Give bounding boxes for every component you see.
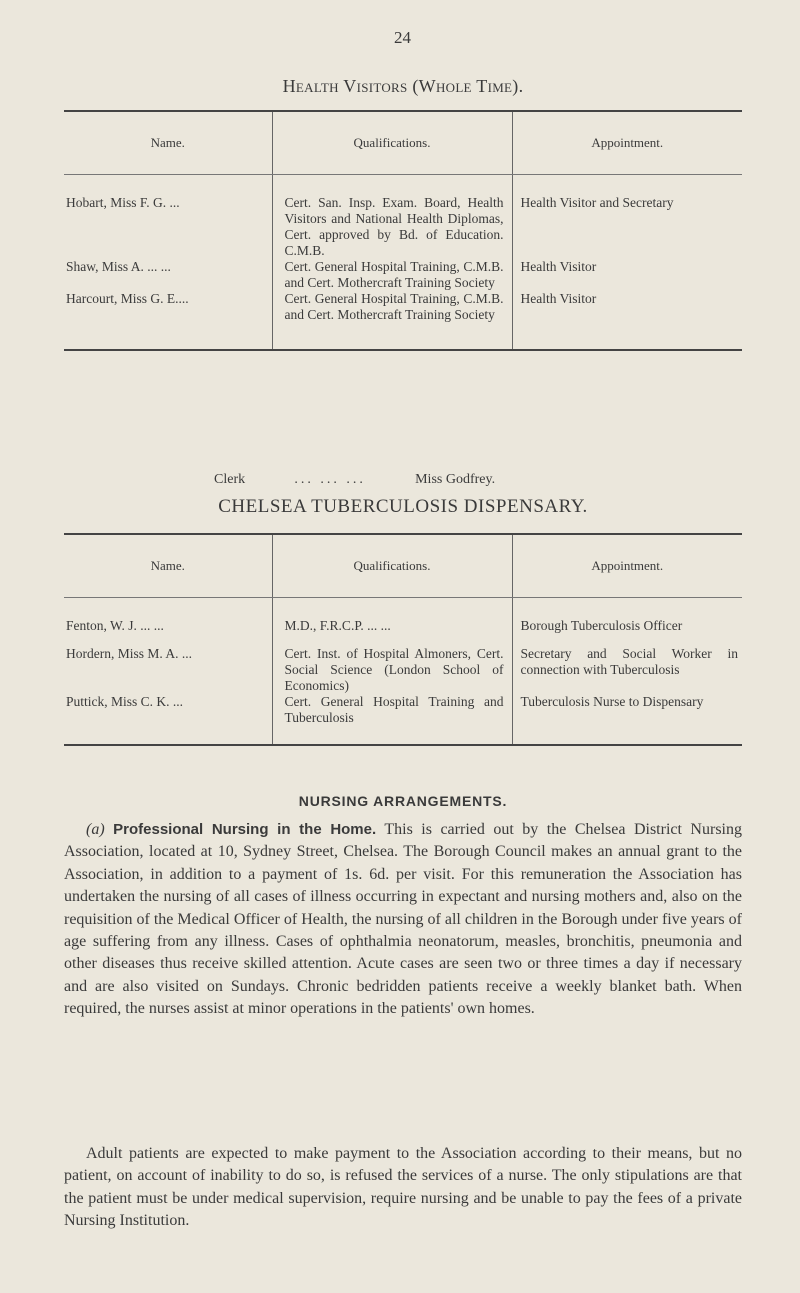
paragraph-adult-patients: Adult patients are expected to make payment to the Association according to their means, but no patient, on account of inability to do so, is refused the services of a nurse. The only stipulations are that the patient must be under medical supervision, require nursing and be unable to pay the fees of a private Nursing Institution. [64,1145,742,1230]
staff-name: Hordern, Miss M. A. ... [66,646,193,661]
table-row [64,646,742,694]
staff-name: Shaw, Miss A. ... ... [66,259,171,274]
staff-appointment: Secretary and Social Worker in connection with Tuberculosis [512,646,742,694]
table-row [64,598,742,647]
column-header-appointment: Appointment. [512,111,742,175]
table-row [64,175,742,260]
staff-appointment: Health Visitor [512,291,742,350]
staff-qualifications: Cert. General Hospital Training and Tuberculosis [272,694,512,745]
table-row [64,259,742,291]
staff-qualifications: M.D., F.R.C.P. ... ... [272,598,512,647]
staff-appointment: Tuberculosis Nurse to Dispensary [512,694,742,745]
column-header-name: Name. [64,111,272,175]
staff-name: Harcourt, Miss G. E.... [66,291,189,306]
leader-dots: ... ... ... [294,472,366,487]
page-number: 24 [394,28,411,47]
column-header-name: Name. [64,534,272,598]
dispensary-title: CHELSEA TUBERCULOSIS DISPENSARY. [218,496,588,517]
staff-name: Hobart, Miss F. G. ... [66,195,180,210]
nursing-heading: NURSING ARRANGEMENTS. [298,793,508,809]
staff-appointment: Borough Tuberculosis Officer [512,598,742,647]
staff-appointment: Health Visitor and Secretary [512,175,742,260]
clerk-label: Clerk [214,472,246,487]
column-header-qualifications: Qualifications. [272,534,512,598]
health-visitors-table [64,110,742,351]
table-header-row [64,111,742,175]
table-row [64,291,742,350]
column-header-appointment: Appointment. [512,534,742,598]
clerk-name: Miss Godfrey. [415,472,496,487]
staff-qualifications: Cert. General Hospital Training, C.M.B. and Cert. Mothercraft Training Society [272,259,512,291]
paragraph-professional-nursing [64,819,742,1021]
staff-qualifications: Cert. Inst. of Hospital Almoners, Cert. Social Science (London School of Economics) [272,646,512,694]
table-header-row [64,534,742,598]
staff-name: Puttick, Miss C. K. ... [66,694,184,709]
clerk-line [214,472,495,488]
table-row [64,694,742,745]
staff-qualifications: Cert. San. Insp. Exam. Board, Health Visitors and National Health Diplomas, Cert. approved by Bd. of Education. C.M.B. [272,175,512,260]
paragraph-marker: (a) [86,821,105,838]
staff-qualifications: Cert. General Hospital Training, C.M.B. and Cert. Mothercraft Training Society [272,291,512,350]
health-visitors-title: Health Visitors (Whole Time). [282,76,524,96]
dispensary-table [64,533,742,746]
staff-name: Fenton, W. J. ... ... [66,618,164,633]
run-in-heading: Professional Nursing in the Home. [113,821,377,838]
staff-appointment: Health Visitor [512,259,742,291]
column-header-qualifications: Qualifications. [272,111,512,175]
paragraph-body: This is carried out by the Chelsea District Nursing Association, located at 10, Sydney Street, Chelsea. The Borough Council makes an annual grant to the Association, in addition to a payment of 1s. 6d. per visit. For this remuneration the Association has undertaken the nursing of all cases of illness occurring in expectant and nursing mothers and, also on the requisition of the Medical Officer of Health, the nursing of all children in the Borough under five years of age suffering from any illness. Cases of ophthalmia neonatorum, measles, bronchitis, pneumonia and other diseases thus receive skilled attention. Acute cases are seen two or three times a day if necessary and are also visited on Sundays. Chronic bedridden patients receive a weekly blanket bath. When required, the nurses assist at minor operations in the patients' own homes. [64,821,742,1018]
